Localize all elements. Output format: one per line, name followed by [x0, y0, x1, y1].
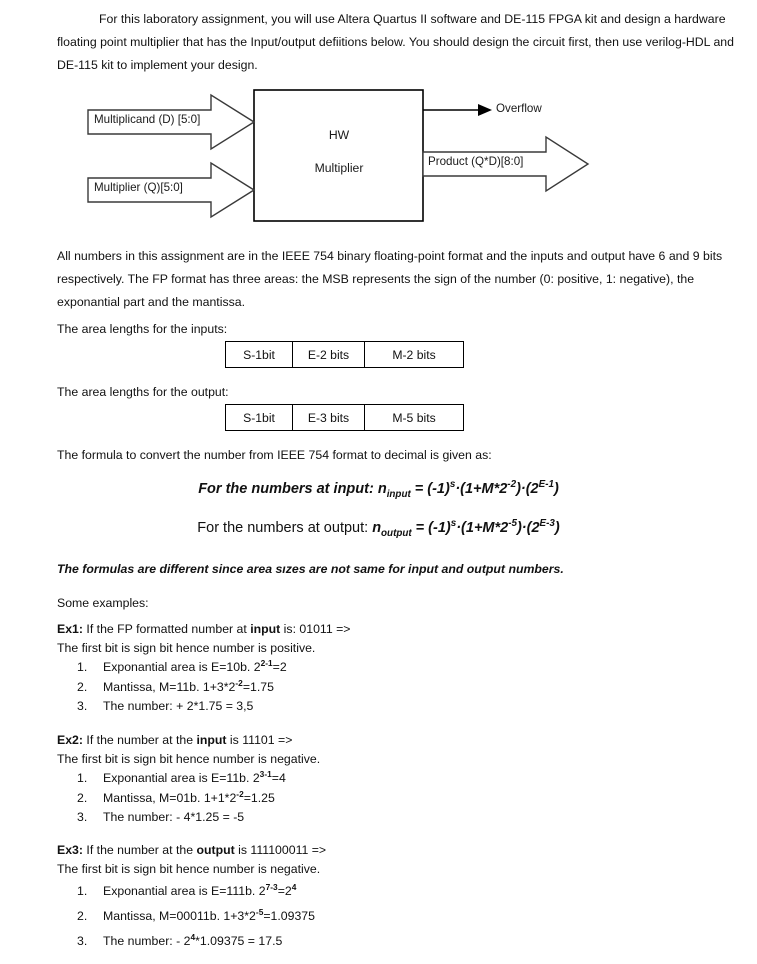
ex2-sign-line: The first bit is sign bit hence number is negative. — [57, 752, 321, 766]
formula-input-sign-exp: s — [449, 479, 456, 491]
ex1-item-1-post: =2 — [272, 660, 287, 674]
ex3-header-bold: output — [196, 843, 235, 857]
ex3-item-3-post: *1.09375 = 17.5 — [195, 934, 283, 948]
hw-multiplier-box — [254, 90, 423, 221]
overflow-label: Overflow — [496, 102, 542, 115]
ex3-header-after: is 111100011 => — [234, 843, 327, 857]
ex3-item-3-number: 3. — [77, 934, 88, 948]
fp-format-line-1: All numbers in this assignment are in the IEEE 754 binary floating-point format and the inputs and output have 6 — [57, 249, 666, 263]
output-cell-exponent: E-3 bits — [293, 405, 365, 431]
formula-output-sign-exp: s — [450, 518, 457, 530]
ex3-sign-line: The first bit is sign bit hence number is negative. — [57, 862, 321, 876]
overflow-arrowhead — [478, 104, 492, 116]
ex3-item-2-sup: -5 — [255, 906, 264, 917]
output-cell-mantissa: M-5 bits — [365, 405, 464, 431]
ex3-item-1-number: 1. — [77, 884, 88, 898]
ex2-item-2-post: =1.25 — [243, 790, 275, 805]
formula-output-exp-exp: E-3 — [539, 518, 555, 530]
list-item — [57, 929, 315, 954]
ex1-steps — [57, 658, 287, 717]
ex2-steps — [57, 769, 286, 828]
ex2-header-after: is 11101 => — [226, 733, 293, 747]
list-item — [57, 879, 315, 904]
examples-heading: Some examples: — [57, 596, 149, 610]
list-item — [57, 769, 286, 789]
input-cell-exponent: E-2 bits — [293, 342, 365, 368]
ex3-item-3-sup: 4 — [190, 931, 196, 942]
list-item — [57, 789, 286, 809]
multiplicand-input-label: Multiplicand (D) [5:0] — [94, 113, 201, 126]
formula-output-mid2: )·(2 — [516, 520, 540, 536]
formula-output-tail: ) — [554, 520, 560, 536]
ex3-item-1-sup: 7-3 — [265, 881, 278, 892]
ex3-steps — [57, 879, 315, 954]
formula-output-subscript: output — [381, 527, 412, 539]
formula-output — [0, 518, 757, 539]
product-output-label: Product (Q*D)[8:0] — [428, 155, 524, 168]
output-table-caption: The area lengths for the output: — [57, 385, 229, 399]
ex2-tag: Ex2: — [57, 733, 83, 747]
formula-input-symbol: n — [377, 481, 387, 497]
formula-input-mid: ·(1+M*2 — [455, 481, 508, 497]
ex1-header-bold: input — [250, 622, 281, 636]
formula-input-mant-exp: -2 — [507, 479, 517, 491]
ex1-header — [57, 620, 657, 639]
list-item — [57, 678, 287, 698]
ex1-header-after: is: 01011 => — [280, 622, 351, 636]
block-diagram — [80, 82, 600, 232]
ex2-item-2-number: 2. — [77, 790, 88, 805]
list-item — [57, 697, 287, 717]
ex2-item-1-sup: 3-1 — [259, 768, 272, 779]
ex2-item-3-number: 3. — [77, 810, 88, 824]
multiplier-label: Multiplier — [314, 161, 364, 175]
ex2-item-3-pre: The number: - 4*1.25 = -5 — [103, 810, 245, 824]
ex2-header — [57, 731, 657, 750]
formula-input-exp-exp: E-1 — [538, 479, 554, 491]
ex1-item-1-number: 1. — [77, 660, 88, 674]
ex2-item-1-post: =4 — [271, 771, 286, 785]
ex1-item-3-pre: The number: + 2*1.75 = 3,5 — [103, 699, 254, 713]
ex2-header-bold: input — [196, 733, 227, 747]
ex2-item-1-number: 1. — [77, 771, 88, 785]
ex2-header-before: If the number at the — [82, 733, 197, 747]
formula-input-equals: = (-1) — [410, 481, 450, 497]
fp-format-paragraph — [57, 245, 747, 314]
ex3-item-2-number: 2. — [77, 909, 88, 923]
ex3-item-1-post: =2 — [277, 884, 292, 898]
table-row — [226, 342, 464, 368]
fp-format-line-2: and 9 bits respectively. The FP format has three areas: the MSB represents the sign of the number (0: positive, 1: — [57, 249, 723, 286]
ex2-item-2-sup: -2 — [236, 788, 244, 799]
ex1-item-2-pre: Mantissa, M=11b. 1+3*2 — [103, 679, 236, 694]
ex1-item-2-number: 2. — [77, 679, 88, 694]
ex2-item-1-pre: Exponantial area is E=11b. 2 — [103, 771, 260, 785]
ex1-item-1-sup: 2-1 — [260, 657, 273, 668]
ex3-header-before: If the number at the — [82, 843, 197, 857]
ex2-item-2-pre: Mantissa, M=01b. 1+1*2 — [103, 790, 237, 805]
table-row — [226, 405, 464, 431]
ex3-item-2-pre: Mantissa, M=00011b. 1+3*2 — [103, 909, 256, 923]
formula-output-mant-exp: -5 — [508, 518, 517, 530]
formula-input — [0, 479, 757, 500]
list-item — [57, 808, 286, 828]
hw-label: HW — [328, 128, 350, 142]
multiplier-input-label: Multiplier (Q)[5:0] — [94, 181, 183, 194]
intro-line-3: then use verilog-HDL and DE-115 kit to implement your design. — [57, 35, 734, 72]
ex1-sign-line: The first bit is sign bit hence number is positive. — [57, 641, 316, 655]
formulas-difference-note: The formulas are different since area sızes are not same for input and output numbers. — [57, 562, 564, 576]
formula-output-symbol: n — [372, 520, 382, 536]
formula-input-subscript: input — [386, 488, 411, 500]
formula-output-mid: ·(1+M*2 — [456, 520, 509, 536]
ex1-item-1-pre: Exponantial area is E=10b. 2 — [103, 660, 261, 674]
ex3-tag: Ex3: — [57, 843, 83, 857]
fp-format-line-3: negative), the exponantial part and the mantissa. — [57, 272, 695, 309]
intro-paragraph — [57, 8, 747, 77]
ex3-item-1-post-sup: 4 — [291, 881, 297, 892]
input-cell-sign: S-1bit — [226, 342, 293, 368]
intro-line-1: For this laboratory assignment, you will use Altera Quartus II software and DE-115 FPGA kit and design a — [99, 12, 671, 26]
ex1-header-before: If the FP formatted number at — [82, 622, 251, 636]
formula-input-mid2: )·(2 — [516, 481, 539, 497]
ex3-item-1-pre: Exponantial area is E=111b. 2 — [103, 884, 266, 898]
ex3-item-3-pre: The number: - 2 — [103, 934, 191, 948]
ex1-item-2-sup: -2 — [235, 677, 243, 688]
list-item — [57, 904, 315, 929]
ex1-item-3-number: 3. — [77, 699, 88, 713]
output-cell-sign: S-1bit — [226, 405, 293, 431]
input-area-table — [225, 341, 464, 368]
input-table-caption: The area lengths for the inputs: — [57, 322, 228, 336]
formula-intro: The formula to convert the number from IEEE 754 format to decimal is given as: — [57, 448, 492, 462]
ex3-header — [57, 841, 657, 860]
formula-output-equals: = (-1) — [411, 520, 451, 536]
formula-input-lead: For the numbers at input: — [198, 481, 378, 497]
input-cell-mantissa: M-2 bits — [365, 342, 464, 368]
formula-input-tail: ) — [553, 481, 559, 497]
list-item — [57, 658, 287, 678]
intro-line-2: hardware floating point multiplier that has the Input/output defiitions below. You should design the circuit first, — [57, 12, 726, 49]
ex1-tag: Ex1: — [57, 622, 83, 636]
ex1-item-2-post: =1.75 — [242, 679, 274, 694]
output-area-table — [225, 404, 464, 431]
formula-output-lead: For the numbers at output: — [197, 520, 373, 536]
ex3-item-2-post: =1.09375 — [263, 909, 315, 923]
